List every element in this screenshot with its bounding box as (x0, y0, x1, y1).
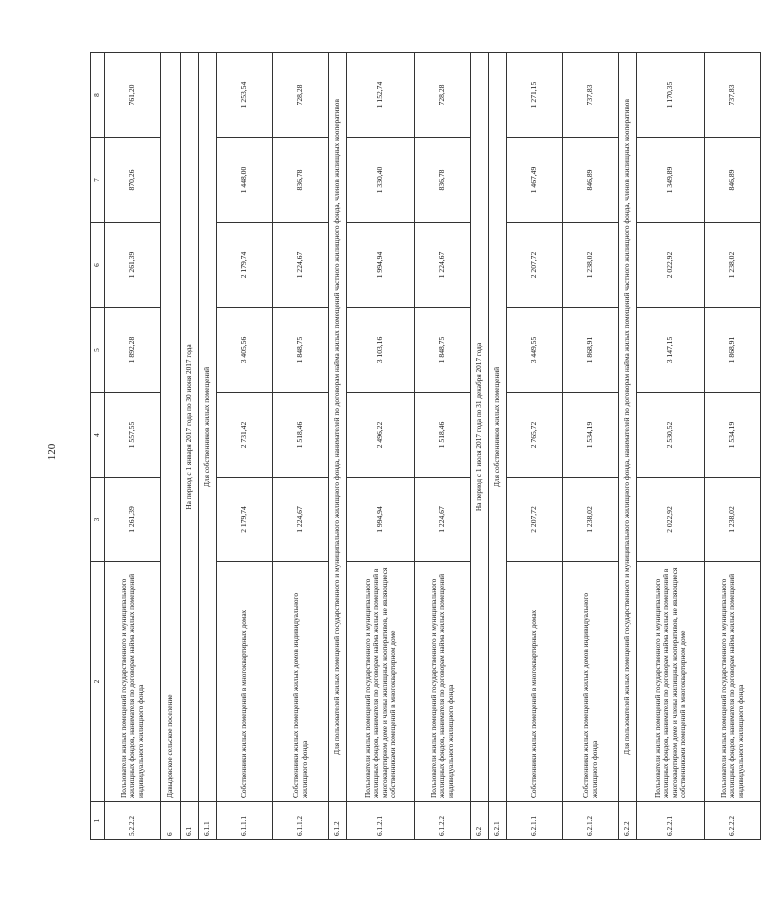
header-cell: 4 (91, 393, 105, 478)
header-cell: 6 (91, 223, 105, 308)
tariff-value-cell: 1 224,67 (273, 478, 329, 562)
tariff-value-cell: 836,78 (273, 138, 329, 223)
tariff-value-cell: 728,28 (415, 53, 471, 138)
section-title: Для пользователей жилых помещений государственного и муниципального жилищного фонда, нанимателей по договорам найма жилых помещений частного жилищного фонда, членов жилищных кооперативов (619, 53, 637, 802)
tariff-value-cell: 1 238,02 (563, 223, 619, 308)
tariff-value-cell: 1 557,55 (105, 393, 161, 478)
tariff-value-cell: 1 224,67 (273, 223, 329, 308)
row-code: 6.2.2 (619, 802, 637, 840)
tariff-value-cell: 3 449,55 (507, 308, 563, 393)
tariff-value-cell: 1 349,89 (637, 138, 705, 223)
tariff-value-cell: 1 892,28 (105, 308, 161, 393)
tariff-value-cell: 2 207,72 (507, 223, 563, 308)
section-row (181, 53, 199, 840)
tariff-value-cell: 1 271,15 (507, 53, 563, 138)
row-code: 6.2 (471, 802, 489, 840)
tariff-value-cell: 1 152,74 (347, 53, 415, 138)
table-row (105, 53, 161, 840)
row-code: 6.2.2.2 (705, 802, 761, 840)
tariff-value-cell: 1 848,75 (415, 308, 471, 393)
tariff-value-cell: 737,83 (705, 53, 761, 138)
tariff-value-cell: 1 994,94 (347, 478, 415, 562)
tariff-value-cell: 1 170,35 (637, 53, 705, 138)
table-body (91, 53, 761, 840)
header-cell: 2 (91, 562, 105, 802)
tariff-value-cell: 1 238,02 (705, 223, 761, 308)
section-row (619, 53, 637, 840)
settlement-row (161, 53, 181, 840)
row-description: Пользователи жилых помещений государственного и муниципального жилищных фондов, нанимателя по договорам найма жилых помещений индивидуального жилищного фонда (705, 562, 761, 802)
row-description: Пользователи жилых помещений государственного и муниципального жилищных фондов, нанимателя по договорам найма жилых помещений в многоквартирном доме и члены жилищных кооперативов, не являющиеся собственниками помещений в многоквартирном доме (637, 562, 705, 802)
tariff-value-cell: 2 022,92 (637, 478, 705, 562)
table-row (273, 53, 329, 840)
tariff-value-cell: 846,89 (705, 138, 761, 223)
tariff-value-cell: 2 179,74 (217, 223, 273, 308)
section-title: На период с 1 июля 2017 года по 31 декабря 2017 года (471, 53, 489, 802)
row-code: 6.2.1.2 (563, 802, 619, 840)
row-description: Пользователи жилых помещений государственного и муниципального жилищных фондов, нанимателя по договорам найма жилых помещений в многоквартирном доме и члены жилищных кооперативов, не являющиеся собственниками помещений в многоквартирном доме (347, 562, 415, 802)
table-row (563, 53, 619, 840)
table-row (507, 53, 563, 840)
tariff-value-cell: 3 147,15 (637, 308, 705, 393)
row-code: 6.1.1.1 (217, 802, 273, 840)
tariff-value-cell: 1 518,46 (273, 393, 329, 478)
section-row (199, 53, 217, 840)
row-code: 6.1.2.1 (347, 802, 415, 840)
tariff-value-cell: 1 848,75 (273, 308, 329, 393)
tariff-value-cell: 1 534,19 (563, 393, 619, 478)
table-row (415, 53, 471, 840)
row-code: 6.2.1 (489, 802, 507, 840)
header-row (91, 53, 105, 840)
row-code: 6.1.2.2 (415, 802, 471, 840)
table-row (637, 53, 705, 840)
row-code: 6.1 (181, 802, 199, 840)
tariff-value-cell: 737,83 (563, 53, 619, 138)
tariff-value-cell: 3 405,56 (217, 308, 273, 393)
rotated-table-wrapper (90, 53, 745, 840)
row-description: Собственники жилых помещений в многоквартирных домах (217, 562, 273, 802)
header-cell: 5 (91, 308, 105, 393)
table-row (347, 53, 415, 840)
section-title: Для собственников жилых помещений (199, 53, 217, 802)
row-code: 6.1.1.2 (273, 802, 329, 840)
tariff-value-cell: 836,78 (415, 138, 471, 223)
tariff-value-cell: 1 467,49 (507, 138, 563, 223)
row-code: 6.1.1 (199, 802, 217, 840)
row-description: Собственники жилых помещений в многоквартирных домах (507, 562, 563, 802)
header-cell: 8 (91, 53, 105, 138)
row-description: Пользователи жилых помещений государственного и муниципального жилищных фондов, нанимателя по договорам найма жилых помещений индивидуального жилищного фонда (415, 562, 471, 802)
section-row (489, 53, 507, 840)
row-code: 6.2.2.1 (637, 802, 705, 840)
tariff-value-cell: 1 868,91 (563, 308, 619, 393)
tariff-value-cell: 1 330,40 (347, 138, 415, 223)
tariff-value-cell: 1 253,54 (217, 53, 273, 138)
tariff-value-cell: 2 765,72 (507, 393, 563, 478)
tariff-value-cell: 1 994,94 (347, 223, 415, 308)
tariff-value-cell: 1 238,02 (563, 478, 619, 562)
header-cell: 7 (91, 138, 105, 223)
page-number: 120 (46, 443, 58, 461)
tariff-value-cell: 2 530,52 (637, 393, 705, 478)
tariff-value-cell: 761,20 (105, 53, 161, 138)
tariff-table (90, 52, 761, 840)
tariff-value-cell: 1 448,00 (217, 138, 273, 223)
tariff-value-cell: 2 731,42 (217, 393, 273, 478)
tariff-value-cell: 2 207,72 (507, 478, 563, 562)
tariff-value-cell: 1 261,39 (105, 223, 161, 308)
tariff-value-cell: 1 518,46 (415, 393, 471, 478)
section-row (329, 53, 347, 840)
settlement-name: Давыдовское сельское поселение (161, 53, 181, 802)
section-title: На период с 1 января 2017 года по 30 июня 2017 года (181, 53, 199, 802)
table-row (705, 53, 761, 840)
section-title: Для собственников жилых помещений (489, 53, 507, 802)
tariff-value-cell: 728,28 (273, 53, 329, 138)
row-description: Собственники жилых помещений жилых домов индивидуального жилищного фонда (273, 562, 329, 802)
tariff-value-cell: 1 868,91 (705, 308, 761, 393)
tariff-value-cell: 2 022,92 (637, 223, 705, 308)
row-description: Пользователи жилых помещений государственного и муниципального жилищных фондов, нанимателя по договорам найма жилых помещений индивидуального жилищного фонда (105, 562, 161, 802)
row-code: 5.2.2.2 (105, 802, 161, 840)
tariff-value-cell: 3 103,16 (347, 308, 415, 393)
tariff-value-cell: 1 224,67 (415, 478, 471, 562)
table-row (217, 53, 273, 840)
header-cell: 1 (91, 802, 105, 840)
tariff-value-cell: 2 179,74 (217, 478, 273, 562)
section-title: Для пользователей жилых помещений государственного и муниципального жилищного фонда, нанимателей по договорам найма жилых помещений частного жилищного фонда, членов жилищных кооперативов (329, 53, 347, 802)
row-code: 6.1.2 (329, 802, 347, 840)
section-row (471, 53, 489, 840)
tariff-value-cell: 870,26 (105, 138, 161, 223)
tariff-value-cell: 1 534,19 (705, 393, 761, 478)
row-code: 6.2.1.1 (507, 802, 563, 840)
tariff-value-cell: 1 238,02 (705, 478, 761, 562)
tariff-value-cell: 846,89 (563, 138, 619, 223)
row-code: 6 (161, 802, 181, 840)
row-description: Собственники жилых помещений жилых домов индивидуального жилищного фонда (563, 562, 619, 802)
tariff-value-cell: 1 224,67 (415, 223, 471, 308)
header-cell: 3 (91, 478, 105, 562)
tariff-value-cell: 1 261,39 (105, 478, 161, 562)
tariff-value-cell: 2 496,22 (347, 393, 415, 478)
